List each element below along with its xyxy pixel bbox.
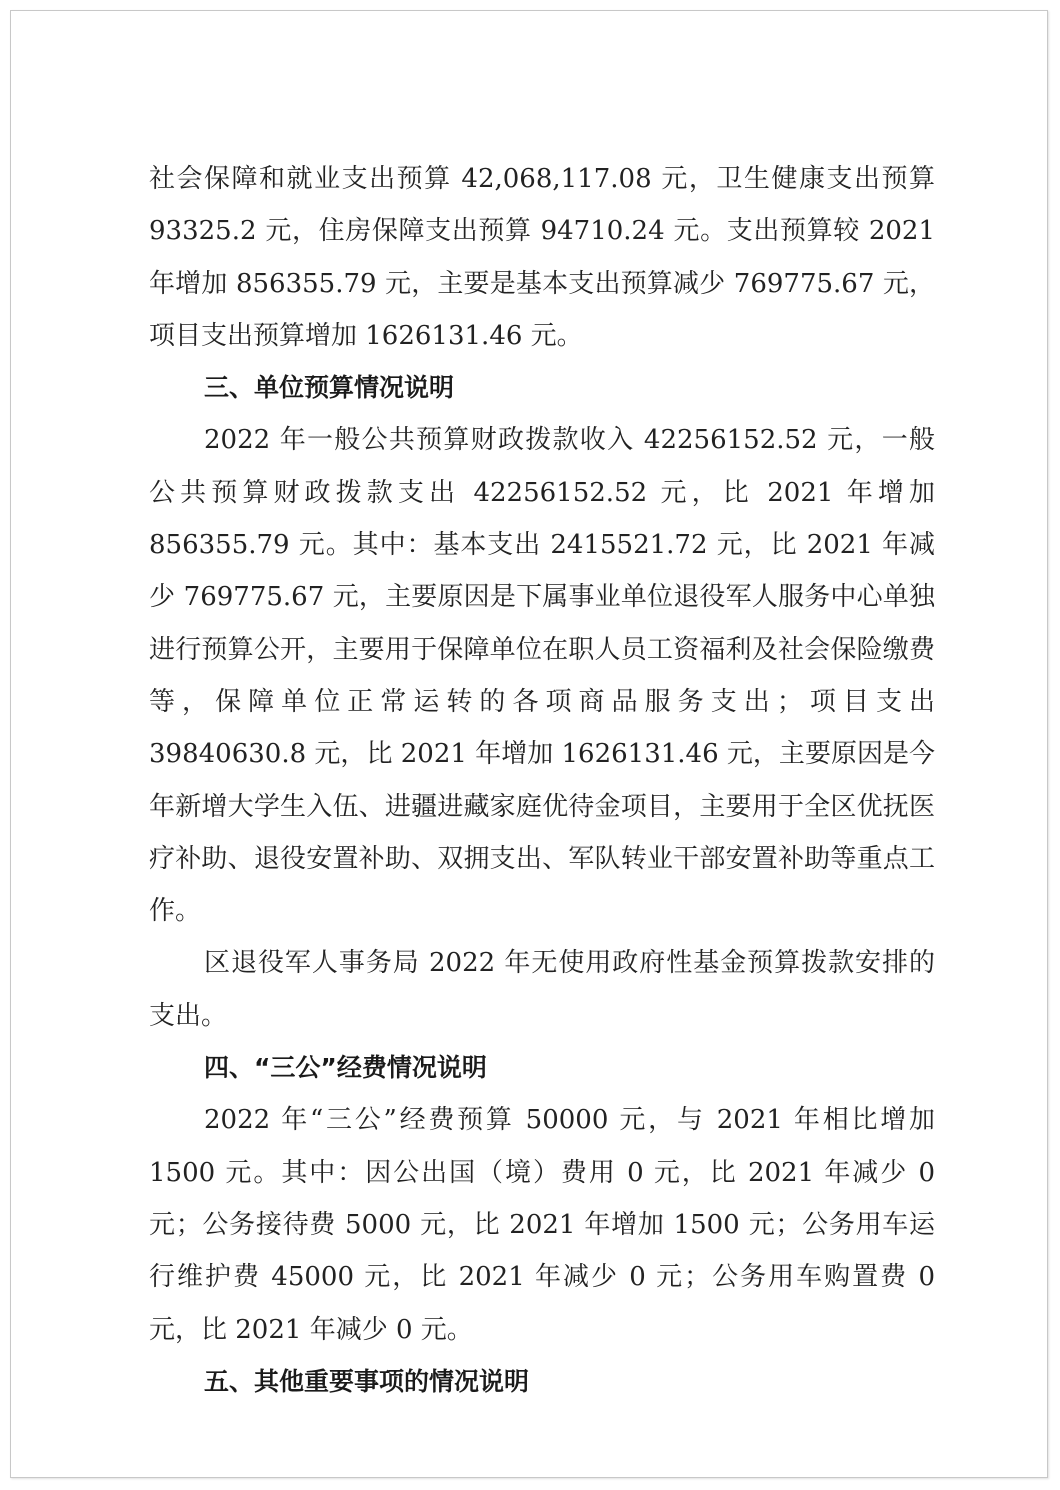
general-budget-paragraph: 2022 年一般公共预算财政拨款收入 42256152.52 元，一般公共预算财政拨款支出 42256152.52 元，比 2021 年增加 856355.79 元。其中：基本支出 2415521.72 元，比 2021 年减少 769775.67 元，主要原因是下属事业单位退役军人服务中心单独进行预算公开，主要用于保障单位在职人员工资福利及社会保险缴费等，保障单位正常运转的各项商品服务支出；项目支出 39840630.8 元，比 2021 年增加 1626131.46 元，主要原因是今年新增大学生入伍、进疆进藏家庭优待金项目，主要用于全区优抚医疗补助、退役安置补助、双拥支出、军队转业干部安置补助等重点工作。 [149,425,935,927]
section-heading-three-public: 四、“三公”经费情况说明 [204,1053,487,1083]
section-heading-unit-budget: 三、单位预算情况说明 [204,373,455,403]
three-public-paragraph: 2022 年“三公”经费预算 50000 元，与 2021 年相比增加 1500 元。其中：因公出国（境）费用 0 元，比 2021 年减少 0 元；公务接待费 5000 元，比 2021 年增加 1500 元；公务用车运行维护费 45000 元，比 2021 年减少 0 元；公务用车购置费 0 元，比 2021 年减少 0 元。 [149,1105,935,1345]
document-body [149,153,935,1408]
budget-expenditure-paragraph: 社会保障和就业支出预算 42,068,117.08 元，卫生健康支出预算 93325.2 元，住房保障支出预算 94710.24 元。支出预算较 2021 年增加 856355.79 元，主要是基本支出预算减少 769775.67 元，项目支出预算增加 1626131.46 元。 [149,164,935,351]
document-page [10,10,1048,1478]
section-heading-other-matters: 五、其他重要事项的情况说明 [204,1366,530,1396]
fund-budget-paragraph: 区退役军人事务局 2022 年无使用政府性基金预算拨款安排的支出。 [149,948,935,1031]
